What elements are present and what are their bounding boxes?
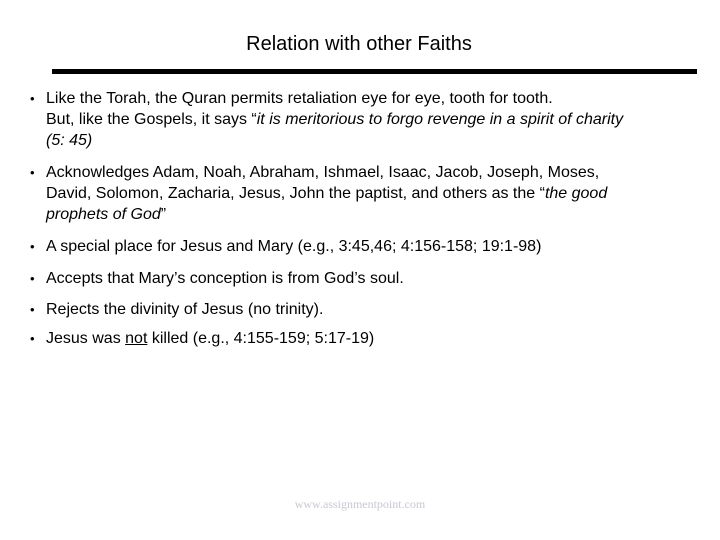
bullet-text [46, 268, 706, 289]
watermark-link[interactable]: www.assignmentpoint.com [294, 497, 426, 511]
line-text: Like the Torah, the Quran permits retaliation eye for eye, tooth for tooth. [46, 90, 553, 107]
bullet-text [46, 88, 706, 151]
line-text: But, like the Gospels, it says “ [46, 111, 257, 128]
bullet-dot: • [30, 239, 35, 254]
underlined-text: not [125, 330, 148, 347]
bullet-dot: • [30, 91, 35, 106]
title-underline-rule [52, 69, 697, 74]
line-text: killed (e.g., 4:155-159; 5:17-19) [147, 330, 375, 347]
bullet-line [46, 299, 706, 320]
citation-text: (5: 45) [46, 132, 93, 149]
bullet-line [46, 204, 706, 225]
bullet-line [46, 328, 706, 349]
line-text: Jesus was [46, 330, 126, 347]
line-text: ” [160, 206, 167, 223]
bullet-text [46, 328, 706, 349]
bullet-dot: • [30, 165, 35, 180]
quote-text: it is meritorious to forgo revenge in a spirit of charity [256, 111, 624, 128]
bullet-line [46, 236, 706, 257]
bullet-line [46, 268, 706, 289]
slide-title: Relation with other Faiths [246, 33, 472, 55]
bullet-dot: • [30, 331, 35, 346]
line-text: A special place for Jesus and Mary (e.g., 3:45,46; 4:156-158; 19:1-98) [46, 238, 542, 255]
bullet-text [46, 162, 706, 225]
bullet-line [46, 162, 706, 183]
line-text: Accepts that Mary’s conception is from God’s soul. [46, 270, 404, 287]
bullet-text [46, 299, 706, 320]
bullet-text [46, 236, 706, 257]
quote-text: the good [544, 185, 608, 202]
quote-text: prophets of God [46, 206, 161, 223]
bullet-dot: • [30, 302, 35, 317]
bullet-line [46, 88, 706, 109]
bullet-dot: • [30, 271, 35, 286]
bullet-line [46, 183, 706, 204]
line-text: Rejects the divinity of Jesus (no trinity). [46, 301, 324, 318]
line-text: David, Solomon, Zacharia, Jesus, John the paptist, and others as the “ [46, 185, 545, 202]
line-text: Acknowledges Adam, Noah, Abraham, Ishmael, Isaac, Jacob, Joseph, Moses, [46, 164, 600, 181]
bullet-line [46, 109, 706, 130]
bullet-line [46, 130, 706, 151]
